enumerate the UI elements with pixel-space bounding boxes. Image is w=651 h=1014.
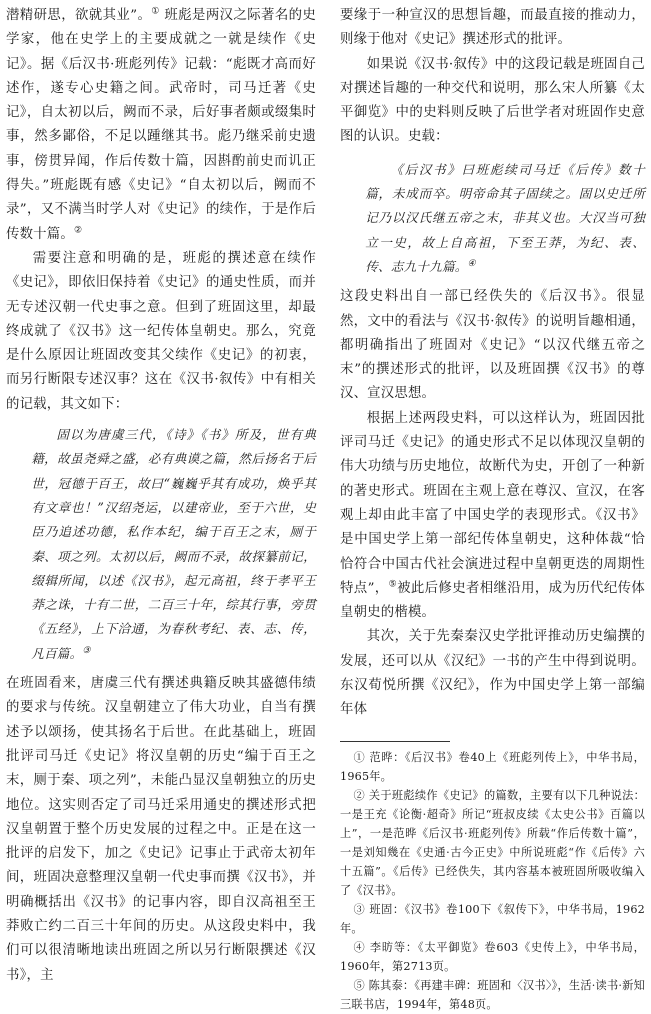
right-column	[340, 4, 645, 1014]
paragraph: 需要注意和明确的是，班彪的撰述意在续作《史记》，即依旧保持着《史记》的通史性质，而并无专述汉朝一代史事之意。但到了班固这里，却最终成就了《汉书》这一纪传体皇朝史。那么，究竟是什么原因让班固改变其父续作《史记》的初衷，而另行断限专述汉事？这在《汉书·叙传》中有相关的记载，其文如下：	[6, 250, 316, 412]
footnote-ref[interactable]: ①	[151, 6, 160, 17]
paragraph: 其次，关于先秦秦汉史学批评推动历史编撰的发展，还可以从《汉纪》一书的产生中得到说明。东汉荀悦所撰《汉纪》，作为中国史学上第一部编年体	[340, 629, 645, 718]
footnote: ⑤ 陈其泰：《再建丰碑：班固和〈汉书〉》，生活·读书·新知三联书店，1994年，第48页。	[340, 978, 645, 1011]
footnote: ④ 李昉等：《太平御览》卷603《史传上》，中华书局，1960年，第2713页。	[340, 940, 645, 973]
footnote-ref[interactable]: ⑤	[388, 579, 398, 590]
footnote: ① 范晔：《后汉书》卷40上《班彪列传上》，中华书局，1965年。	[340, 750, 645, 783]
footnote-ref[interactable]: ③	[82, 645, 91, 656]
footnote: ② 关于班彪续作《史记》的篇数，主要有以下几种说法：一是王充《论衡·超奇》所记“班叔皮续《太史公书》百篇以上”，一是范晔《后汉书·班彪列传》所载“作后传数十篇”，一是刘知幾在《史通·古今正史》中所说班彪“作《后传》六十五篇”。《后传》已经佚失，其内容基本被班固所吸收编入了《汉书》。	[340, 788, 645, 897]
footnotes	[340, 748, 645, 1014]
footnote-ref[interactable]: ④	[467, 258, 476, 269]
footnote: ③ 班固：《汉书》卷100下《叙传下》，中华书局，1962年。	[340, 902, 645, 935]
block-quote: 固以为唐虞三代，《诗》《书》所及，世有典籍，故虽尧舜之盛，必有典谟之篇，然后扬名于后世，冠德于百王，故曰“巍巍乎其有成功，焕乎其有文章也！”汉绍尧运，以建帝业，至于六世，史臣乃追述功德，私作本纪，编于百王之末，厕于秦、项之列。太初以后，阙而不录，故探纂前记，缀辑所闻，以述《汉书》，起元高祖，终于孝平王莽之诛，十有二世，二百三十年，综其行事，旁贯《五经》，上下洽通，为春秋考纪、表、志、传，凡百篇。③	[31, 427, 316, 661]
block-quote: 《后汉书》曰班彪续司马迁《后传》数十篇，未成而卒。明帝命其子固续之。固以史迁所记乃以汉氏继五帝之末，非其义也。大汉当可独立一史，故上自高祖，下至王莽，为纪、表、传、志九十九篇。④	[365, 161, 645, 274]
footnote-divider	[340, 741, 450, 742]
paragraph: 要缘于一种宣汉的思想旨趣，而最直接的推动力，则缘于他对《史记》撰述形式的批评。	[340, 8, 645, 48]
left-column	[6, 4, 316, 988]
footnote-ref[interactable]: ②	[73, 225, 83, 236]
paragraph: 根据上述两段史料，可以这样认为，班固因批评司马迁《史记》的通史形式不足以体现汉皇朝的伟大功绩与历史地位，故断代为史，开创了一种新的著史形式。班固在主观上意在尊汉、宣汉，在客观上却由此丰富了中国史学的表现形式。《汉书》是中国史学上第一部纪传体皇朝史，这种体裁“恰恰符合中国古代社会演进过程中皇朝更迭的周期性特点”，⑤被此后修史者相继沿用，成为历代纪传体皇朝史的楷模。	[340, 410, 645, 621]
paragraph: 在班固看来，唐虞三代有撰述典籍反映其盛德伟绩的要求与传统。汉皇朝建立了伟大功业，自当有撰述予以颂扬，使其扬名于后世。在此基础上，班固批评司马迁《史记》将汉皇朝的历史“编于百王之末，厕于秦、项之列”，未能凸显汉皇朝独立的历史地位。这实则否定了司马迁采用通史的撰述形式把汉皇朝置于整个历史发展的过程之中。正是在这一批评的启发下，加之《史记》记事止于武帝太初年间，班固决意整理汉皇朝一代史事而撰《汉书》，并明确概括出《汉书》的记事内容，即自汉高祖至王莽败亡约二百三十年间的历史。从这段史料中，我们可以很清晰地读出班固之所以另行断限撰述《汉书》，主	[6, 676, 316, 983]
paragraph: 这段史料出自一部已经佚失的《后汉书》。很显然，文中的看法与《汉书·叙传》的说明旨趣相通，都明确指出了班固对《史记》“以汉代继五帝之末”的撰述形式的批评，以及班固撰《汉书》的尊汉、宣汉思想。	[340, 289, 645, 402]
paragraph: 潜精研思，欲就其业”。① 班彪是两汉之际著名的史学家，他在史学上的主要成就之一就是续作《史记》。据《后汉书·班彪列传》记载：“彪既才高而好述作，遂专心史籍之间。武帝时，司马迁著《史记》，自太初以后，阙而不录，后好事者颇或缀集时事，然多鄙俗，不足以踵继其书。彪乃继采前史遗事，傍贯异闻，作后传数十篇，因斟酌前史而讥正得失。”班彪既有感《史记》“自太初以后，阙而不录”，又不满当时学人对《史记》的续作，于是作后传数十篇。②	[6, 6, 317, 242]
paragraph: 如果说《汉书·叙传》中的这段记载是班固自己对撰述旨趣的一种交代和说明，那么宋人所纂《太平御览》中的史料则反映了后世学者对班固作史意图的认识。史载：	[340, 56, 645, 145]
